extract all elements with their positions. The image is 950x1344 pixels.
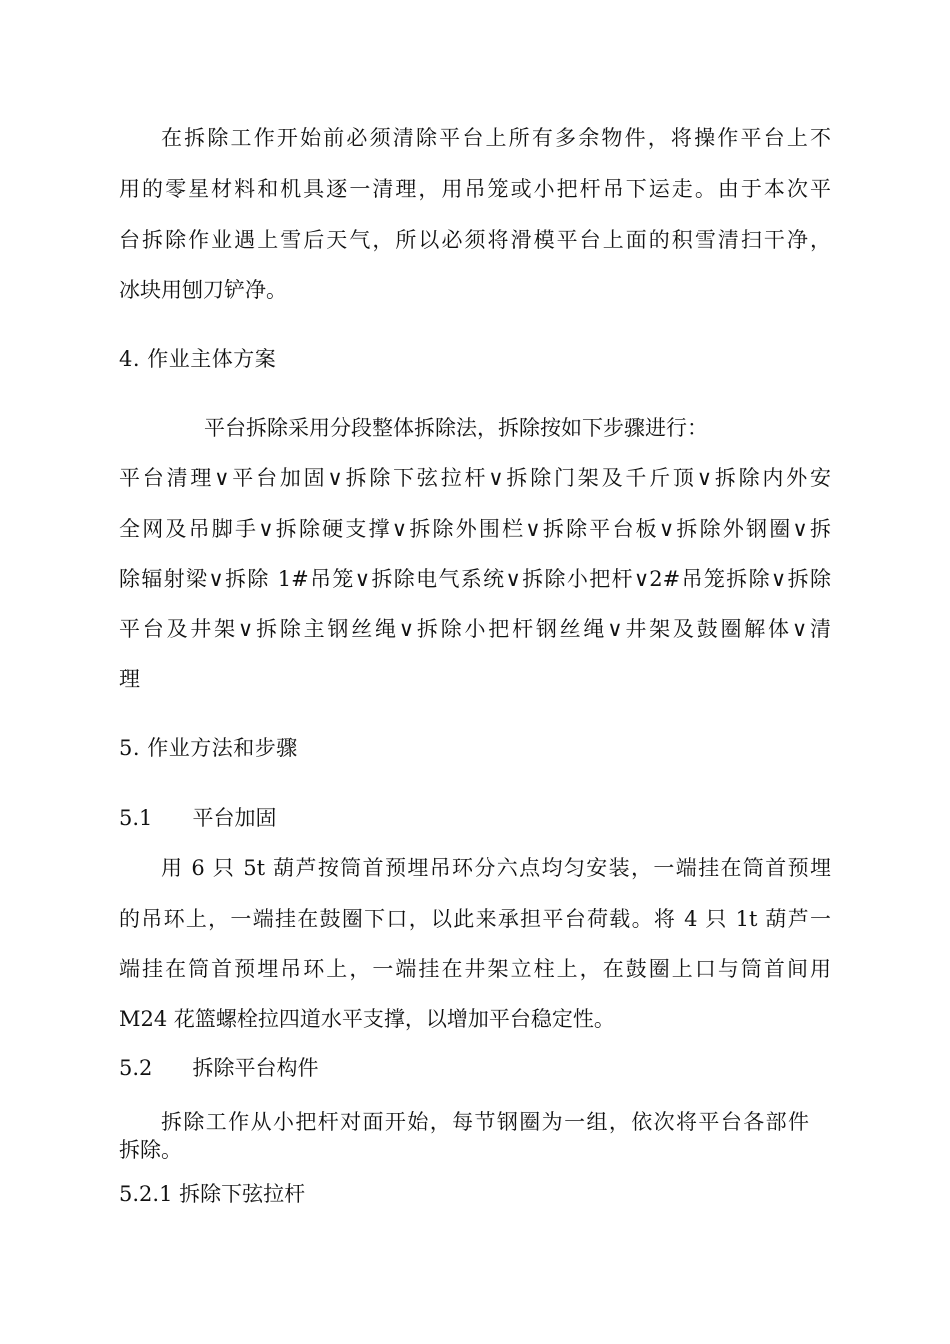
- steps-line: 平台及井架∨拆除主钢丝绳∨拆除小把杆钢丝绳∨井架及鼓圈解体∨清: [119, 617, 831, 641]
- steps-line: 理: [119, 667, 140, 691]
- steps-line: 全网及吊脚手∨拆除硬支撑∨拆除外围栏∨拆除平台板∨拆除外钢圈∨拆: [119, 517, 831, 541]
- steps-line: 平台清理∨平台加固∨拆除下弦拉杆∨拆除门架及千斤顶∨拆除内外安: [119, 466, 831, 490]
- paragraph-line: 端挂在筒首预埋吊环上，一端挂在井架立柱上，在鼓圈上口与筒首间用: [119, 957, 831, 981]
- section-heading: 4. 作业主体方案: [119, 347, 277, 371]
- paragraph-line: 用的零星材料和机具逐一清理，用吊笼或小把杆吊下运走。由于本次平: [119, 177, 831, 201]
- paragraph-line: M24 花篮螺栓拉四道水平支撑，以增加平台稳定性。: [119, 1007, 615, 1031]
- paragraph-line: 台拆除作业遇上雪后天气，所以必须将滑模平台上面的积雪清扫干净，: [119, 228, 831, 252]
- paragraph-line: 拆除工作从小把杆对面开始，每节钢圈为一组，依次将平台各部件: [161, 1110, 809, 1134]
- section-heading: 5. 作业方法和步骤: [119, 736, 298, 760]
- paragraph-line: 在拆除工作开始前必须清除平台上所有多余物件，将操作平台上不: [161, 126, 831, 150]
- subsection-heading: 5.1 平台加固: [119, 806, 277, 830]
- paragraph-line: 用 6 只 5t 葫芦按筒首预埋吊环分六点均匀安装，一端挂在筒首预埋: [161, 856, 831, 880]
- steps-line: 除辐射梁∨拆除 1#吊笼∨拆除电气系统∨拆除小把杆∨2#吊笼拆除∨拆除: [119, 567, 831, 591]
- paragraph-line: 平台拆除采用分段整体拆除法，拆除按如下步骤进行：: [204, 416, 708, 440]
- subsection-heading: 5.2 拆除平台构件: [119, 1056, 319, 1080]
- paragraph-line: 冰块用刨刀铲净。: [119, 278, 287, 302]
- subsection-heading: 5.2.1 拆除下弦拉杆: [119, 1182, 306, 1206]
- paragraph-line: 拆除。: [119, 1138, 182, 1162]
- paragraph-line: 的吊环上，一端挂在鼓圈下口，以此来承担平台荷载。将 4 只 1t 葫芦一: [119, 907, 831, 931]
